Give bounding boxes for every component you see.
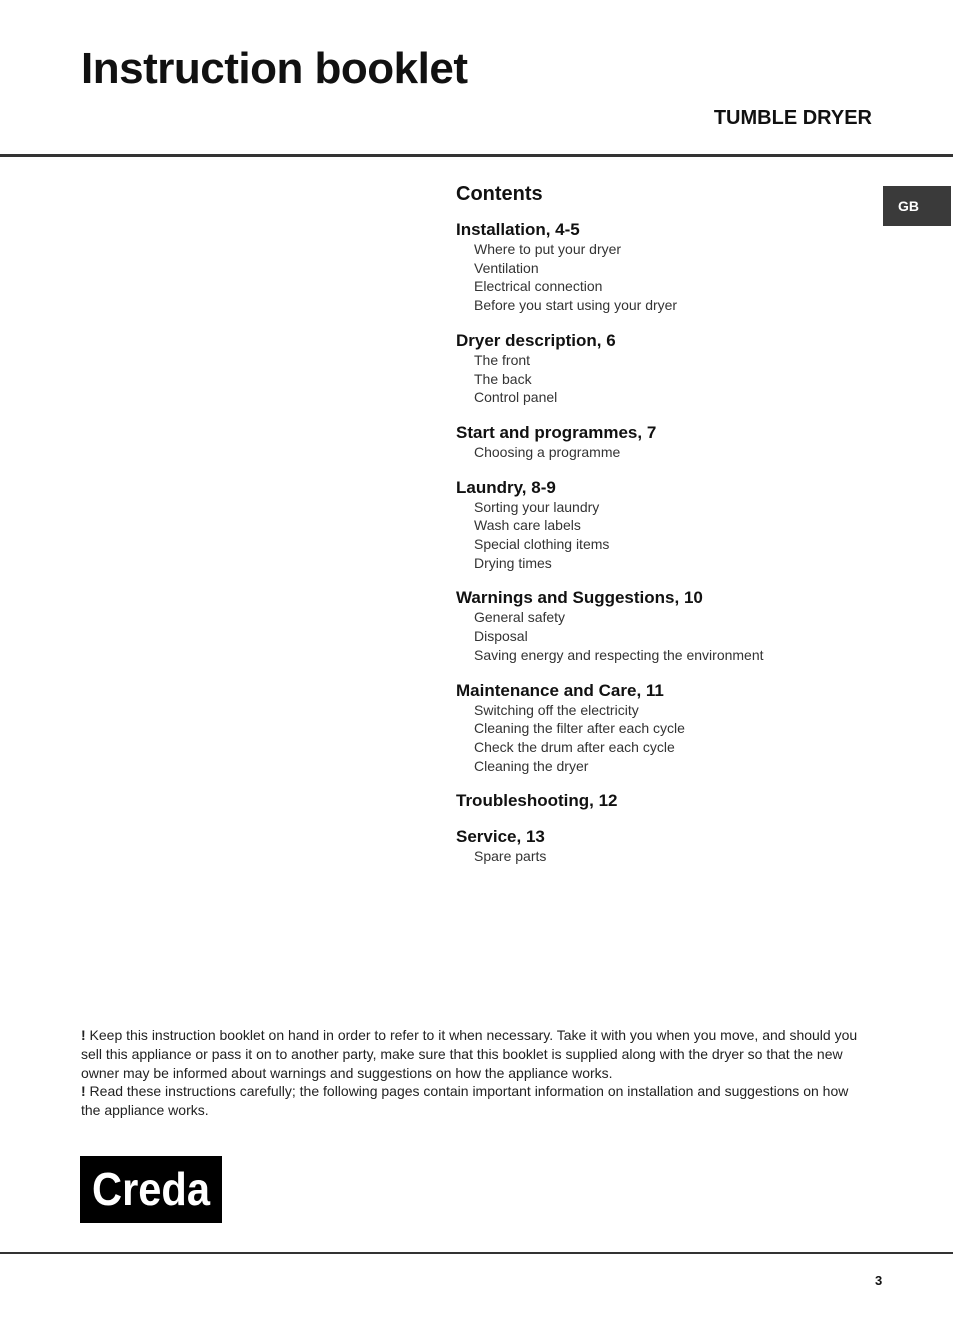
creda-logo [80,1156,222,1223]
footer-divider [0,1252,953,1254]
contents-heading: Contents [456,183,543,205]
toc-sections [456,220,876,866]
toc-section [456,681,876,776]
toc-section [456,791,876,811]
toc-item: Switching off the electricity [474,701,639,718]
toc-section-title: Laundry, 8-9 [456,477,556,497]
toc-item: Before you start using your dryer [474,297,678,314]
toc-section [456,331,876,407]
product-type: TUMBLE DRYER [713,107,872,129]
toc-item: Special clothing items [474,536,610,553]
toc-item: Cleaning the filter after each cycle [474,720,685,737]
toc-item: Wash care labels [474,517,581,534]
toc-section [456,827,876,866]
exclamation-mark: ! [81,1083,86,1100]
toc-item: Electrical connection [474,278,603,295]
toc-item: Cleaning the dryer [474,757,589,774]
toc-item: The front [474,351,531,368]
toc-section-title: Maintenance and Care, 11 [456,680,664,700]
toc-item: Ventilation [474,259,539,276]
toc-section-title: Dryer description, 6 [456,330,616,350]
toc-item: General safety [474,609,566,626]
creda-logo-mark [88,1164,214,1216]
toc-section-title: Troubleshooting, 12 [456,791,618,811]
note-text: Read these instructions carefully; the following pages contain important information on installation and suggestions on how the appliance works. [81,1083,849,1119]
header-divider [0,154,953,157]
toc-item: Spare parts [474,848,547,865]
toc-item: Saving energy and respecting the environment [474,646,764,663]
logo-text: Creda [92,1163,211,1215]
toc-item: Control panel [474,389,558,406]
note-text: Keep this instruction booklet on hand in order to refer to it when necessary. Take it with you when you move, and should you sell this appliance or pass it on to another party, make sure that this booklet is supplied along with the dryer so that the new owner may be informed about warnings and suggestions on how the appliance works. [81,1027,858,1081]
toc-section-title: Start and programmes, 7 [456,422,657,442]
note-keep-booklet [81,1026,861,1082]
page-number: 3 [875,1273,883,1288]
toc-section [456,220,876,315]
toc-item: Disposal [474,628,528,645]
toc-item: Where to put your dryer [474,241,622,257]
toc-section-title: Warnings and Suggestions, 10 [456,588,703,608]
exclamation-mark: ! [81,1027,86,1043]
toc-section [456,423,876,462]
toc-section [456,478,876,573]
toc-item: Sorting your laundry [474,498,600,515]
toc-item: Check the drum after each cycle [474,738,675,755]
toc-section-title: Installation, 4-5 [456,220,580,239]
toc-item: Drying times [474,554,552,571]
note-read-instructions [81,1082,861,1120]
notes [81,1026,861,1120]
page-title: Instruction booklet [81,44,468,93]
language-badge: GB [883,186,951,226]
table-of-contents [456,183,876,882]
toc-item: Choosing a programme [474,443,621,460]
toc-section-title: Service, 13 [456,827,545,847]
toc-item: The back [474,370,532,387]
toc-section [456,588,876,664]
